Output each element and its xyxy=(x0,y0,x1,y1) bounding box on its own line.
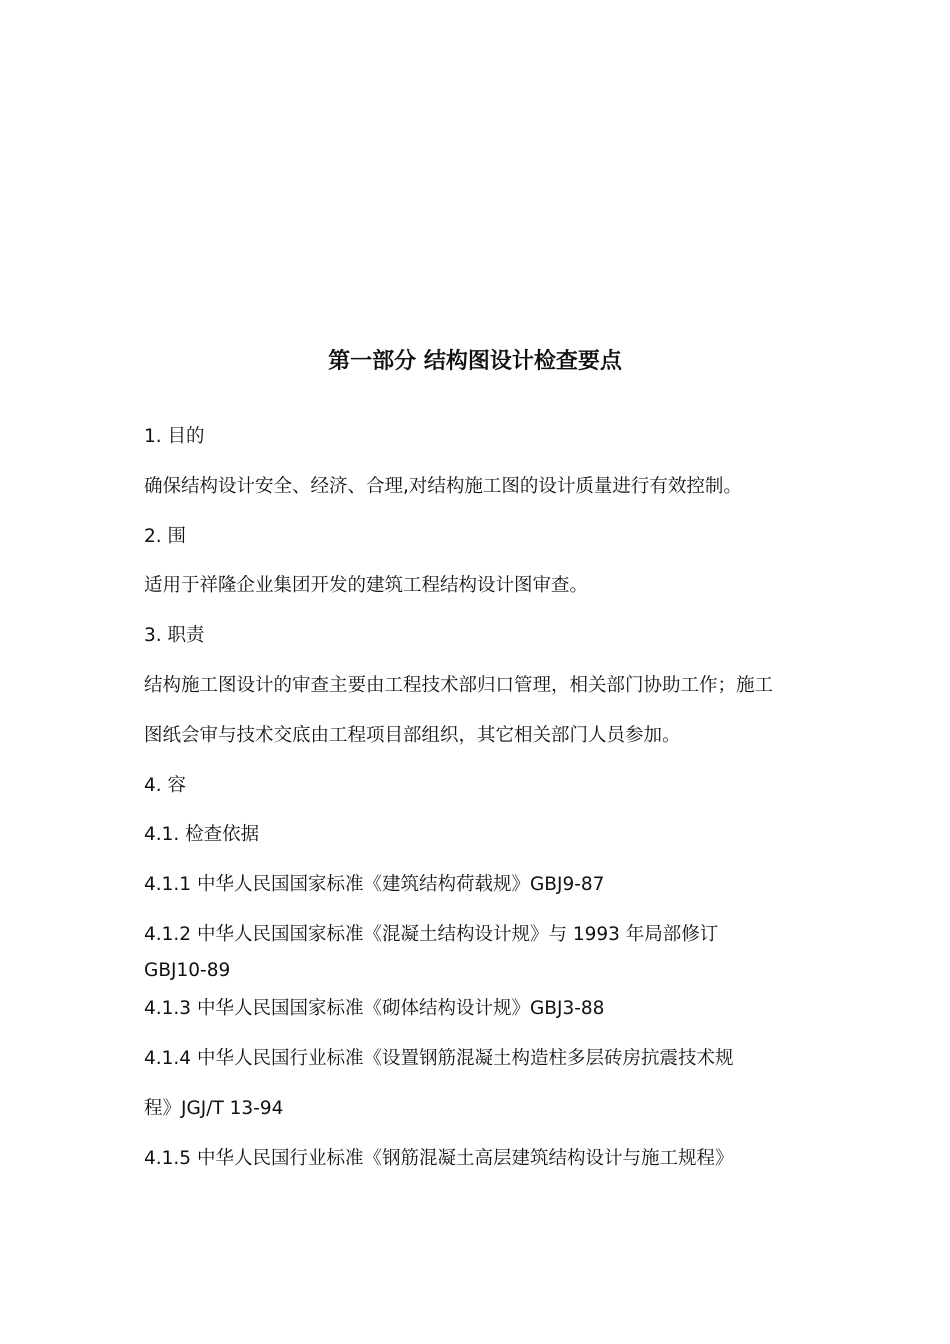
document-title: 第一部分 结构图设计检查要点 xyxy=(328,349,622,374)
section-purpose-heading: 1. 目的 xyxy=(144,426,205,447)
standard-item-4-1-5: 4.1.5 中华人民国行业标准《钢筋混凝土高层建筑结构设计与施工规程》 xyxy=(144,1148,734,1169)
section-purpose-text: 确保结构设计安全、经济、合理,对结构施工图的设计质量进行有效控制。 xyxy=(144,476,742,497)
standard-item-4-1-1: 4.1.1 中华人民国国家标准《建筑结构荷载规》GBJ9-87 xyxy=(144,874,605,895)
section-duties-heading: 3. 职责 xyxy=(144,625,205,646)
standard-item-4-1-4-line-1: 4.1.4 中华人民国行业标准《设置钢筋混凝土构造柱多层砖房抗震技术规 xyxy=(144,1048,734,1069)
subsection-basis-heading: 4.1. 检查依据 xyxy=(144,824,260,845)
section-content-heading: 4. 容 xyxy=(144,775,187,796)
standard-item-4-1-2-line-1: 4.1.2 中华人民国国家标准《混凝土结构设计规》与 1993 年局部修订 xyxy=(144,924,719,945)
standard-item-4-1-2-line-2: GBJ10-89 xyxy=(144,960,231,981)
section-scope-heading: 2. 围 xyxy=(144,526,187,547)
section-duties-text-line-1: 结构施工图设计的审查主要由工程技术部归口管理，相关部门协助工作；施工 xyxy=(144,675,774,696)
section-scope-text: 适用于祥隆企业集团开发的建筑工程结构设计图审查。 xyxy=(144,575,589,596)
standard-item-4-1-4-line-2: 程》JGJ/T 13-94 xyxy=(144,1098,284,1119)
standard-item-4-1-3: 4.1.3 中华人民国国家标准《砌体结构设计规》GBJ3-88 xyxy=(144,998,605,1019)
section-duties-text-line-2: 图纸会审与技术交底由工程项目部组织，其它相关部门人员参加。 xyxy=(144,725,681,746)
